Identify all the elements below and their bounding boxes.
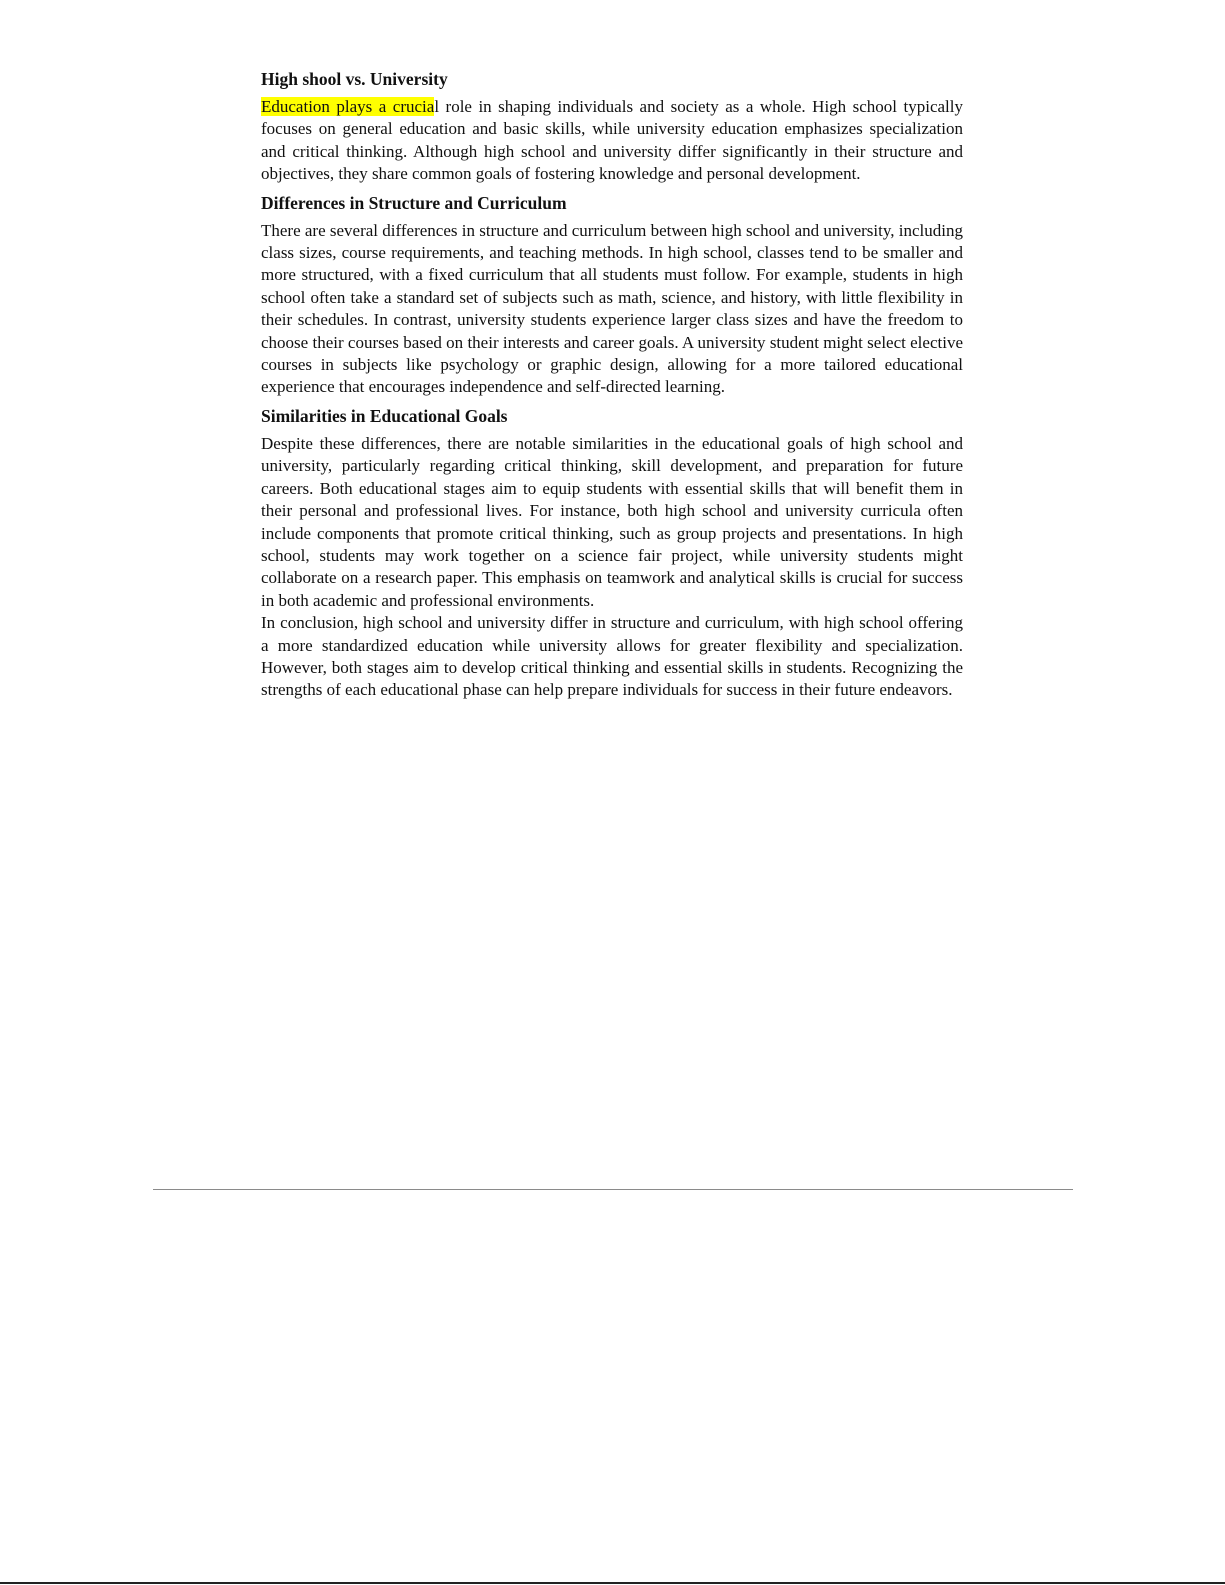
section-heading-similarities: Similarities in Educational Goals — [261, 405, 508, 426]
highlighted-text[interactable]: Education plays a crucia — [261, 97, 435, 116]
conclusion-paragraph[interactable]: In conclusion, high school and university differ in structure and curriculum, with high school offering a more standardized education while university allows for greater flexibility and specialization. However, both stages aim to develop critical thinking and essential skills in students. Recognizing the strengths of each educational phase can help prepare individuals for success in their future endeavors. — [261, 613, 963, 700]
document-page — [261, 62, 963, 702]
intro-paragraph[interactable] — [261, 96, 963, 186]
bottom-border — [0, 1582, 1225, 1584]
section-heading-differences: Differences in Structure and Curriculum — [261, 192, 567, 213]
page-break-divider — [153, 1189, 1073, 1190]
intro-paragraph-text: l role in shaping individuals and society as a whole. High school typically focuses on general education and basic skills, while university education emphasizes specialization and critical thinking. Although high school and university differ significantly in their structure and objectives, they share common goals of fostering knowledge and personal development. — [261, 97, 963, 184]
differences-paragraph[interactable]: There are several differences in structure and curriculum between high school and university, including class sizes, course requirements, and teaching methods. In high school, classes tend to be smaller and more structured, with a fixed curriculum that all students must follow. For example, students in high school often take a standard set of subjects such as math, science, and history, with little flexibility in their schedules. In contrast, university students experience larger class sizes and have the freedom to choose their courses based on their interests and career goals. A university student might select elective courses in subjects like psychology or graphic design, allowing for a more tailored educational experience that encourages independence and self-directed learning. — [261, 220, 963, 397]
section-heading-intro: High shool vs. University — [261, 69, 448, 89]
similarities-paragraph[interactable]: Despite these differences, there are notable similarities in the educational goals of high school and university, particularly regarding critical thinking, skill development, and preparation for future careers. Both educational stages aim to equip students with essential skills that will benefit them in their personal and professional lives. For instance, both high school and university curricula often include components that promote critical thinking, such as group projects and presentations. In high school, students may work together on a science fair project, while university students might collaborate on a research paper. This emphasis on teamwork and analytical skills is crucial for success in both academic and professional environments. — [261, 433, 963, 610]
